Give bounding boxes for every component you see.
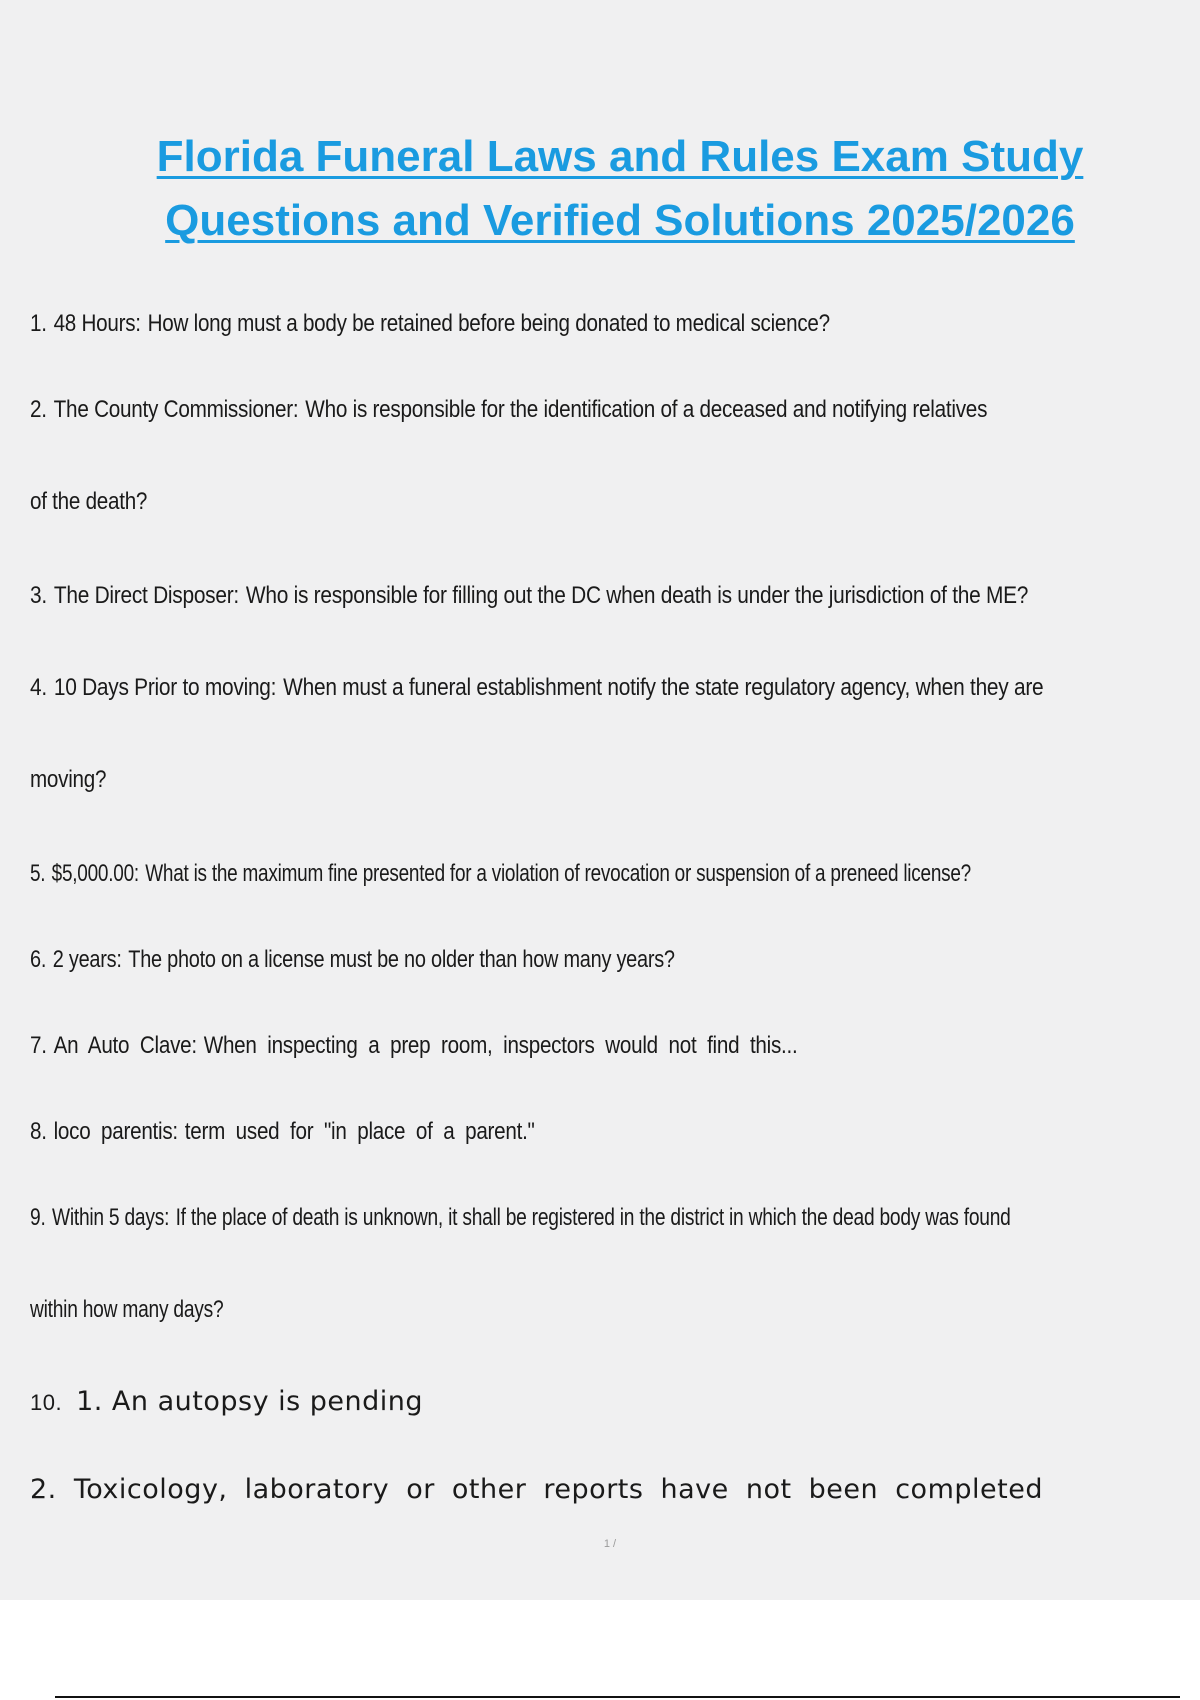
document-title <box>60 125 1180 253</box>
list-item <box>30 310 830 338</box>
list-item-continuation: within how many days? <box>30 1296 224 1323</box>
list-item <box>30 1204 1011 1232</box>
item-term: The Direct Disposer: <box>53 582 239 609</box>
item-number: 6. <box>30 946 47 973</box>
item-number: 10. <box>30 1390 63 1415</box>
list-item <box>30 1118 535 1146</box>
list-item <box>30 946 675 974</box>
item-number: 8. <box>30 1118 47 1145</box>
page-number: 1 / <box>603 1538 617 1550</box>
list-item <box>30 674 1043 702</box>
item-term: An Auto Clave: <box>53 1032 197 1059</box>
item-term: $5,000.00: <box>51 860 139 887</box>
item-number: 4. <box>30 674 47 701</box>
item-term: 10 Days Prior to moving: <box>53 674 277 701</box>
item-text: The photo on a license must be no older than how many years? <box>128 946 675 973</box>
item-term: loco parentis: <box>53 1118 178 1145</box>
list-item <box>30 1386 423 1417</box>
item-number: 2. <box>30 396 47 423</box>
list-item <box>30 582 1028 610</box>
item-text: 1. An autopsy is pending <box>76 1386 424 1417</box>
item-text: If the place of death is unknown, it shall be registered in the district in which the dead body was found <box>175 1204 1011 1231</box>
item-text: What is the maximum fine presented for a violation of revocation or suspension of a preneed license? <box>145 860 972 887</box>
item-number: 3. <box>30 582 47 609</box>
item-text: How long must a body be retained before being donated to medical science? <box>147 310 830 337</box>
item-number: 7. <box>30 1032 47 1059</box>
item-number: 1. <box>30 310 47 337</box>
list-item <box>30 860 971 888</box>
item-text: term used for "in place of a parent." <box>184 1118 535 1145</box>
item-number: 9. <box>30 1204 46 1231</box>
item-term: 48 Hours: <box>53 310 141 337</box>
list-item-continuation: moving? <box>30 766 107 793</box>
item-number: 5. <box>30 860 46 887</box>
item-term: 2 years: <box>52 946 122 973</box>
list-item-continuation: 2. Toxicology, laboratory or other reports have not been completed <box>30 1474 1043 1505</box>
item-text: When must a funeral establishment notify the state regulatory agency, when they are <box>283 674 1044 701</box>
item-term: Within 5 days: <box>51 1204 170 1231</box>
list-item-continuation: of the death? <box>30 488 148 515</box>
item-text: Who is responsible for the identification of a deceased and notifying relatives <box>305 396 988 423</box>
title-line-1: Florida Funeral Laws and Rules Exam Study <box>156 132 1084 181</box>
title-line-2: Questions and Verified Solutions 2025/2026 <box>165 196 1075 245</box>
list-item <box>30 1032 797 1060</box>
item-text: Who is responsible for filling out the DC when death is under the jurisdiction of the ME? <box>245 582 1029 609</box>
item-text: When inspecting a prep room, inspectors would not find this... <box>203 1032 798 1059</box>
list-item <box>30 396 987 424</box>
item-term: The County Commissioner: <box>53 396 299 423</box>
footer-divider <box>55 1696 1180 1698</box>
